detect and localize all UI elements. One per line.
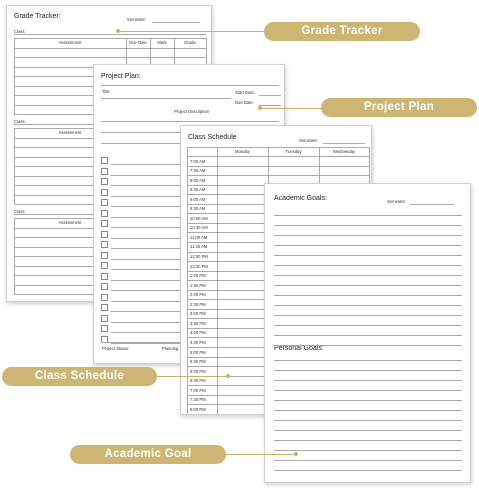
project-plan-dot [258,106,262,110]
project-title-label: Title [102,89,110,94]
project-plan-connector [260,108,324,109]
personal-goal-line [274,390,462,391]
personal-goal-line [274,400,462,401]
schedule-time-label: 8:00 AM [190,177,206,183]
personal-goal-line [274,460,462,461]
class-schedule-connector [150,376,228,377]
schedule-time-label: 12:00 PM [190,254,208,259]
schedule-time-label: 5:30 PM [190,359,206,365]
task-checkbox [101,273,108,280]
schedule-time-label: 4:00 PM [190,330,206,336]
schedule-time-label: 11:30 AM [190,244,208,250]
academic-goals-sheet [264,183,471,483]
personal-goal-line [274,450,462,451]
goal-line [274,335,462,336]
schedule-day-header: Monday [235,149,250,154]
goal-line [274,275,462,276]
task-checkbox [101,220,108,227]
schedule-time-label: 11:00 AM [190,234,208,240]
task-checkbox [101,189,108,196]
goal-line [274,235,462,236]
schedule-day-header: Tuesday [285,149,302,154]
personal-goal-line [274,420,462,421]
personal-goal-line [274,440,462,441]
task-checkbox [101,304,108,311]
schedule-time-label: 7:00 PM [190,387,206,393]
schedule-row [187,166,369,167]
personal-goal-line [274,430,462,431]
grade-semester-label: Semester: [127,17,147,22]
grade-tracker-connector [118,31,266,32]
grade-column-header: Mark [157,39,167,45]
schedule-semester-label: Semester: [299,138,319,143]
grade-column-header: Assessment [58,39,82,45]
grade-table-row [14,48,206,49]
schedule-time-label: 7:30 AM [190,168,206,174]
personal-goal-line [274,370,462,371]
schedule-time-label: 2:00 PM [190,292,206,298]
label-academic-goal: Academic Goal [70,445,226,464]
task-checkbox [101,231,108,238]
schedule-time-label: 7:00 AM [190,158,206,164]
schedule-time-label: 7:30 PM [190,397,206,403]
goal-line [274,315,462,316]
grade-column-header: Assessment [58,219,82,225]
task-checkbox [101,241,108,248]
task-checkbox [101,157,108,164]
schedule-time-label: 10:30 AM [190,225,208,231]
class-schedule-dot [226,374,230,378]
project-plan-title: Project Plan: [101,73,141,80]
goal-line [274,325,462,326]
grade-class-label-1: Class: [14,29,26,34]
task-checkbox [101,210,108,217]
grade-tracker-dot [116,29,120,33]
grade-class-label-3: Class: [14,209,26,214]
schedule-time-label: 6:00 PM [190,368,206,374]
schedule-time-label: 3:00 PM [190,311,206,317]
schedule-time-label: 1:00 PM [190,273,206,279]
goal-line [274,215,462,216]
schedule-day-header: Wednesday [332,149,356,154]
project-planning-label: Planning [162,346,179,351]
personal-goal-line [274,360,462,361]
label-project-plan: Project Plan [321,98,477,117]
task-checkbox [101,325,108,332]
goal-line [274,225,462,226]
academic-goal-connector [220,454,296,455]
goal-line [274,245,462,246]
personal-goal-line [274,380,462,381]
schedule-time-label: 9:00 AM [190,196,206,202]
task-checkbox [101,262,108,269]
schedule-time-label: 9:30 AM [190,206,206,212]
personal-goals-title: Personal Goals: [274,345,324,352]
project-due-date-label: Due Date: [235,100,254,105]
project-start-date-label: Start Date: [235,90,256,95]
schedule-time-label: 4:30 PM [190,339,206,345]
class-schedule-title: Class Schedule [188,134,237,141]
goal-line [274,305,462,306]
grade-column-header: Due Date [129,39,147,45]
task-checkbox [101,283,108,290]
schedule-time-label: 10:00 AM [190,215,208,221]
schedule-row [187,175,369,176]
label-class-schedule: Class Schedule [2,367,157,386]
grade-column-header: Assessment [58,129,82,135]
schedule-time-label: 8:00 PM [190,406,206,412]
grade-table-row [14,57,206,58]
label-grade-tracker: Grade Tracker [264,22,420,41]
task-checkbox [101,315,108,322]
project-status-label: Project Status: [102,346,130,351]
goal-line [274,265,462,266]
schedule-time-label: 1:30 PM [190,282,206,288]
personal-goal-line [274,470,462,471]
schedule-time-label: 3:30 PM [190,320,206,326]
schedule-time-label: 5:00 PM [190,349,206,355]
grade-column-header: Grade [184,39,196,45]
task-checkbox [101,252,108,259]
goal-line [274,345,462,346]
goal-line [274,295,462,296]
academic-goal-dot [294,452,298,456]
task-checkbox [101,199,108,206]
schedule-time-label: 8:30 AM [190,187,206,193]
goal-line [274,285,462,286]
task-checkbox [101,294,108,301]
academic-goals-title: Academic Goals: [274,195,327,202]
schedule-time-label: 2:30 PM [190,301,206,307]
grade-tracker-title: Grade Tracker: [14,13,61,20]
task-checkbox [101,168,108,175]
schedule-time-label: 12:30 PM [190,263,208,269]
goal-line [274,255,462,256]
task-checkbox [101,178,108,185]
goals-semester-label: Semester: [387,199,407,204]
project-description-label: Project Description [174,109,210,114]
schedule-time-label: 6:30 PM [190,378,206,384]
grade-class-label-2: Class: [14,119,26,124]
personal-goal-line [274,410,462,411]
